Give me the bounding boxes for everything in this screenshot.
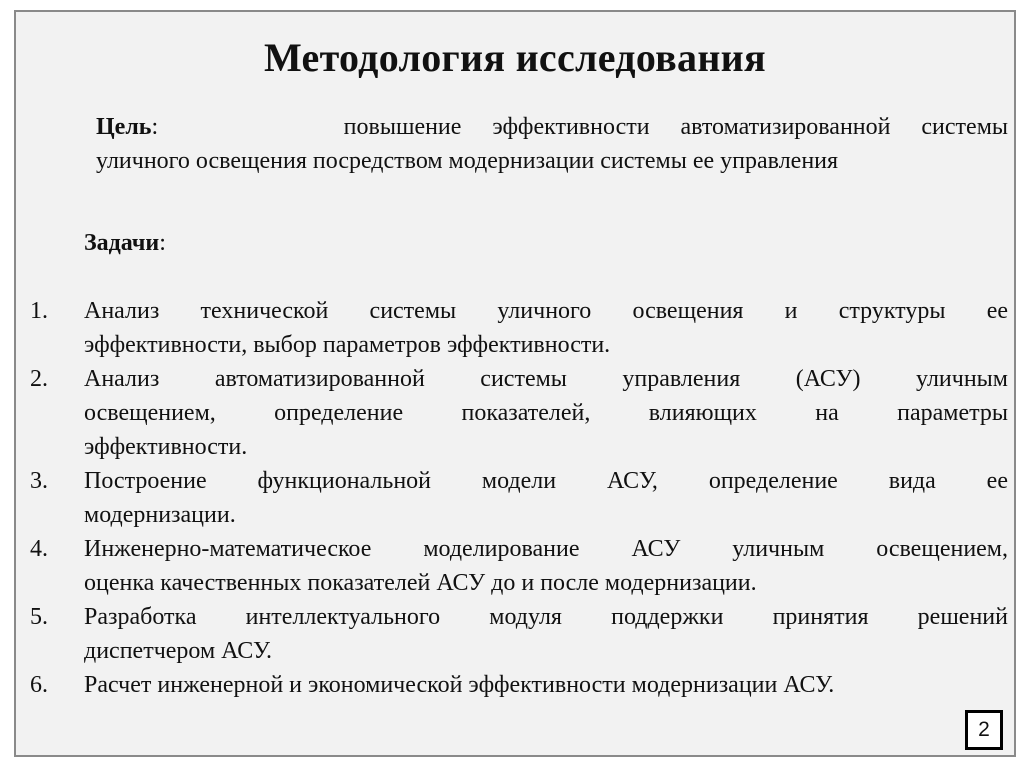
tasks-list: [30, 294, 1008, 702]
tasks-heading: [84, 226, 166, 260]
slide-title: Методология исследования: [264, 35, 766, 80]
task-text-line: оценка качественных показателей АСУ до и после модернизации.: [84, 570, 757, 596]
task-number: 4.: [30, 536, 48, 562]
task-text-line: Анализ автоматизированной системы управления (АСУ) уличным: [84, 366, 1008, 392]
task-item: [30, 532, 1008, 600]
task-text-line: Анализ технической системы уличного освещения и структуры ее: [84, 298, 1008, 324]
task-text-line: эффективности.: [84, 434, 248, 460]
task-text-line: модернизации.: [84, 502, 236, 528]
task-text-line: Построение функциональной модели АСУ, определение вида ее: [84, 468, 1008, 494]
goal-row-1: [96, 110, 1008, 144]
goal-text-line-2: уличного освещения посредством модернизации системы ее управления: [96, 148, 839, 174]
task-number: 6.: [30, 672, 48, 698]
goal-label: Цель: [96, 114, 152, 140]
task-item: [30, 668, 1008, 702]
slide: [14, 10, 1016, 757]
task-item: [30, 294, 1008, 362]
task-text-line: Расчет инженерной и экономической эффективности модернизации АСУ.: [84, 672, 835, 698]
task-number: 1.: [30, 298, 48, 324]
task-item: [30, 600, 1008, 668]
task-number: 5.: [30, 604, 48, 630]
task-text-line: Разработка интеллектуального модуля поддержки принятия решений: [84, 604, 1008, 630]
task-text-line: освещением, определение показателей, влияющих на параметры: [84, 400, 1008, 426]
task-number: 3.: [30, 468, 48, 494]
goal-separator: :: [151, 114, 159, 140]
tasks-label: Задачи: [84, 230, 160, 256]
goal-paragraph: [96, 110, 1008, 178]
task-item: [30, 464, 1008, 532]
goal-text-line-1: повышение эффективности автоматизированной системы: [343, 114, 1009, 140]
tasks-separator: :: [159, 230, 166, 256]
task-text-line: Инженерно-математическое моделирование АСУ уличным освещением,: [84, 536, 1008, 562]
page-number: 2: [965, 710, 1003, 750]
task-number: 2.: [30, 366, 48, 392]
task-text-line: диспетчером АСУ.: [84, 638, 273, 664]
task-item: [30, 362, 1008, 464]
task-text-line: эффективности, выбор параметров эффективности.: [84, 332, 611, 358]
